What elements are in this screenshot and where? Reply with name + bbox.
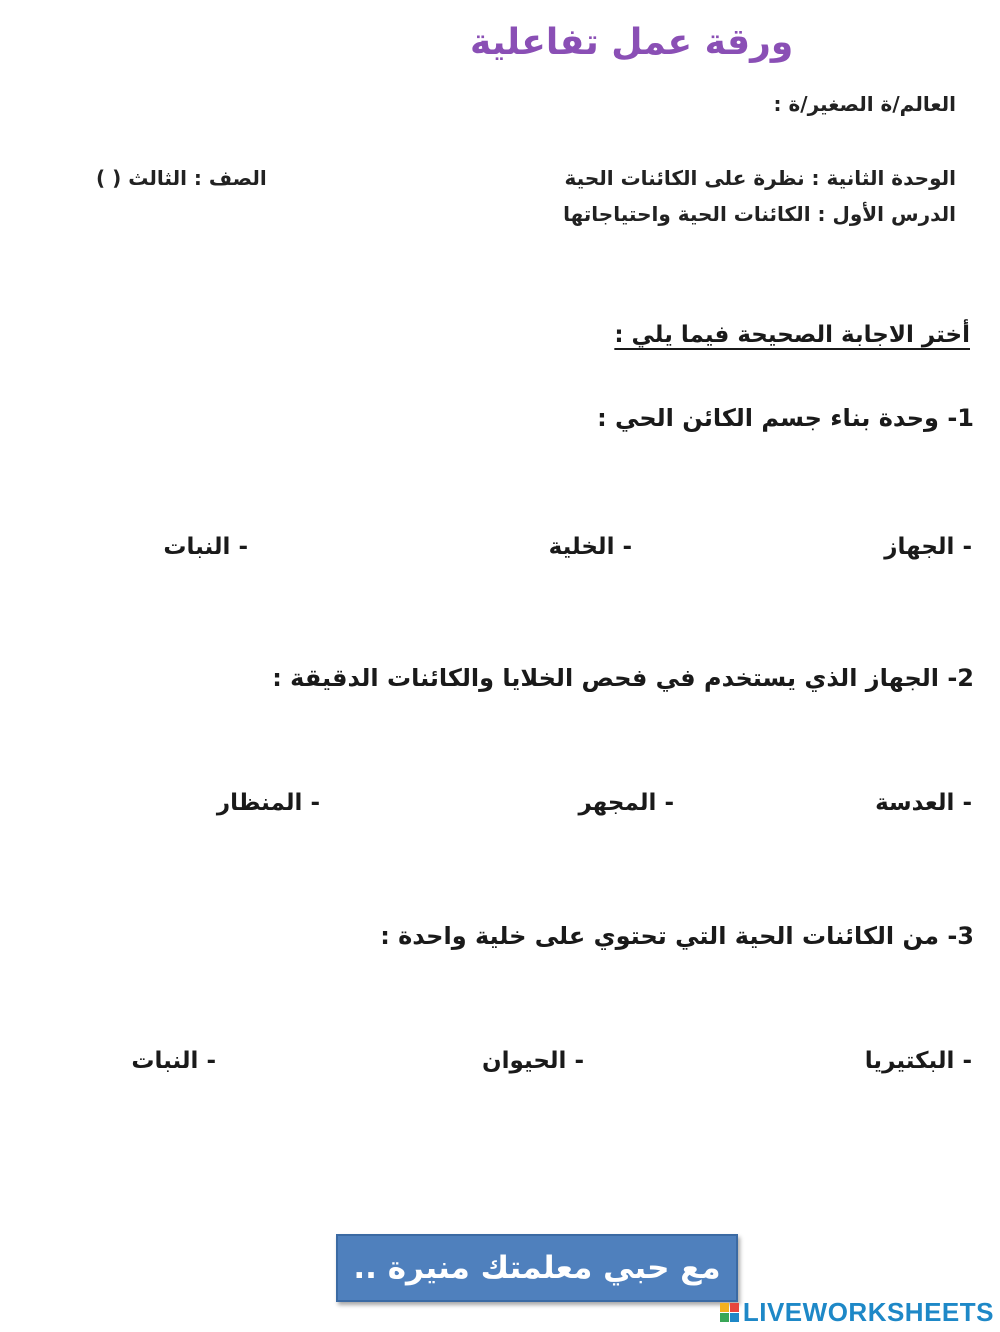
q3-option-2[interactable]: - الحيوان (482, 1048, 584, 1074)
q1-option-3[interactable]: - النبات (163, 534, 248, 560)
question-1: 1- وحدة بناء جسم الكائن الحي : (597, 404, 974, 432)
liveworksheets-logo-icon (720, 1303, 739, 1322)
liveworksheets-watermark (720, 1297, 994, 1328)
q1-option-2[interactable]: - الخلية (548, 534, 632, 560)
banner-text: مع حبي معلمتك منيرة .. (353, 1250, 721, 1286)
q1-option-1[interactable]: - الجهاز (884, 534, 972, 560)
q2-option-2[interactable]: - المجهر (578, 790, 674, 816)
q2-option-1[interactable]: - العدسة (875, 790, 972, 816)
student-name-label: العالم/ة الصغير/ة : (773, 92, 956, 116)
teacher-signature-banner (336, 1234, 738, 1302)
q2-option-3[interactable]: - المنظار (216, 790, 320, 816)
q3-option-1[interactable]: - البكتيريا (864, 1048, 972, 1074)
grade-label: الصف : الثالث ( ) (96, 166, 267, 190)
question-3: 3- من الكائنات الحية التي تحتوي على خلية واحدة : (380, 922, 974, 950)
lesson-label: الدرس الأول : الكائنات الحية واحتياجاتها (563, 202, 956, 226)
instruction-heading: أختر الاجابة الصحيحة فيما يلي : (614, 322, 970, 348)
question-2: 2- الجهاز الذي يستخدم في فحص الخلايا والكائنات الدقيقة : (272, 664, 974, 692)
unit-label: الوحدة الثانية : نظرة على الكائنات الحية (564, 166, 956, 190)
q3-option-3[interactable]: - النبات (131, 1048, 216, 1074)
page-title: ورقة عمل تفاعلية (470, 22, 794, 63)
liveworksheets-brand-text: LIVEWORKSHEETS (742, 1297, 994, 1327)
